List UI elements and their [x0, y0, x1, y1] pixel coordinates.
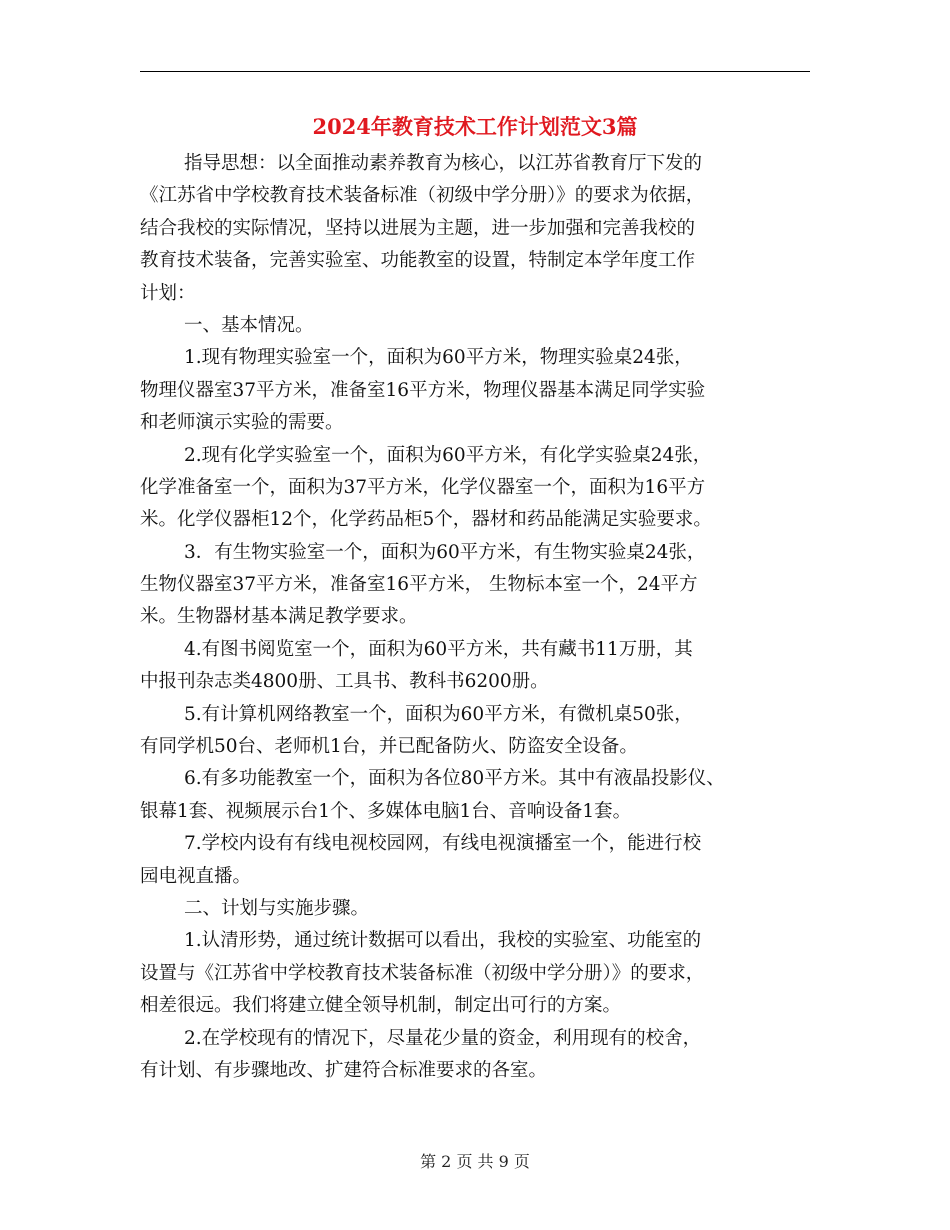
body-line: 有同学机50台、老师机1台，并已配备防火、防盗安全设备。 [140, 736, 638, 758]
body-line: 二、计划与实施步骤。 [184, 897, 370, 919]
document-body [140, 148, 830, 1087]
body-line: 物理仪器室37平方米，准备室16平方米，物理仪器基本满足同学实验 [140, 379, 706, 401]
body-line: 3．有生物实验室一个，面积为60平方米，有生物实验桌24张， [184, 541, 706, 563]
body-line: 中报刊杂志类4800册、工具书、教科书6200册。 [140, 671, 549, 693]
body-line: 6.有多功能教室一个，面积为各位80平方米。其中有液晶投影仪、 [184, 768, 725, 790]
body-line: 一、基本情况。 [184, 314, 314, 336]
body-line: 有计划、有步骤地改、扩建符合标准要求的各室。 [140, 1059, 548, 1081]
body-line: 米。化学仪器柜12个，化学药品柜5个，器材和药品能满足实验要求。 [140, 509, 712, 531]
body-line: 《江苏省中学校教育技术装备标准（初级中学分册）》的要求为依据， [140, 185, 705, 207]
body-line: 设置与《江苏省中学校教育技术装备标准（初级中学分册）》的要求， [140, 962, 705, 984]
body-line: 化学准备室一个，面积为37平方米，化学仪器室一个，面积为16平方 [140, 476, 706, 498]
body-line: 1.认清形势，通过统计数据可以看出，我校的实验室、功能室的 [184, 930, 702, 952]
body-line: 结合我校的实际情况，坚持以进展为主题，进一步加强和完善我校的 [140, 217, 696, 239]
body-line: 2.在学校现有的情况下，尽量花少量的资金，利用现有的校舍， [184, 1027, 702, 1049]
body-line: 5.有计算机网络教室一个，面积为60平方米，有微机桌50张， [184, 703, 693, 725]
body-line: 1.现有物理实验室一个，面积为60平方米，物理实验桌24张， [184, 347, 693, 369]
body-line: 指导思想：以全面推动素养教育为核心，以江苏省教育厅下发的 [184, 153, 703, 174]
body-line: 4.有图书阅览室一个，面积为60平方米，共有藏书11万册，其 [184, 638, 693, 660]
body-line: 园电视直播。 [140, 865, 252, 887]
body-line: 相差很远。我们将建立健全领导机制，制定出可行的方案。 [140, 995, 622, 1017]
body-line: 银幕1套、视频展示台1个、多媒体电脑1台、音响设备1套。 [140, 800, 632, 822]
body-line: 教育技术装备，完善实验室、功能教室的设置，特制定本学年度工作 [140, 250, 696, 272]
body-line: 2.现有化学实验室一个，面积为60平方米，有化学实验桌24张， [184, 444, 712, 466]
page-footer: 第 2 页 共 9 页 [420, 1152, 530, 1171]
body-line: 生物仪器室37平方米，准备室16平方米， 生物标本室一个，24平方 [140, 574, 698, 596]
document-title: 2024年教育技术工作计划范文3篇 [312, 114, 638, 139]
header-rule [140, 71, 810, 72]
body-line: 米。生物器材基本满足教学要求。 [140, 606, 418, 628]
body-line: 和老师演示实验的需要。 [140, 412, 344, 434]
body-line: 计划： [140, 282, 196, 304]
body-line: 7.学校内设有有线电视校园网，有线电视演播室一个，能进行校 [184, 833, 702, 855]
